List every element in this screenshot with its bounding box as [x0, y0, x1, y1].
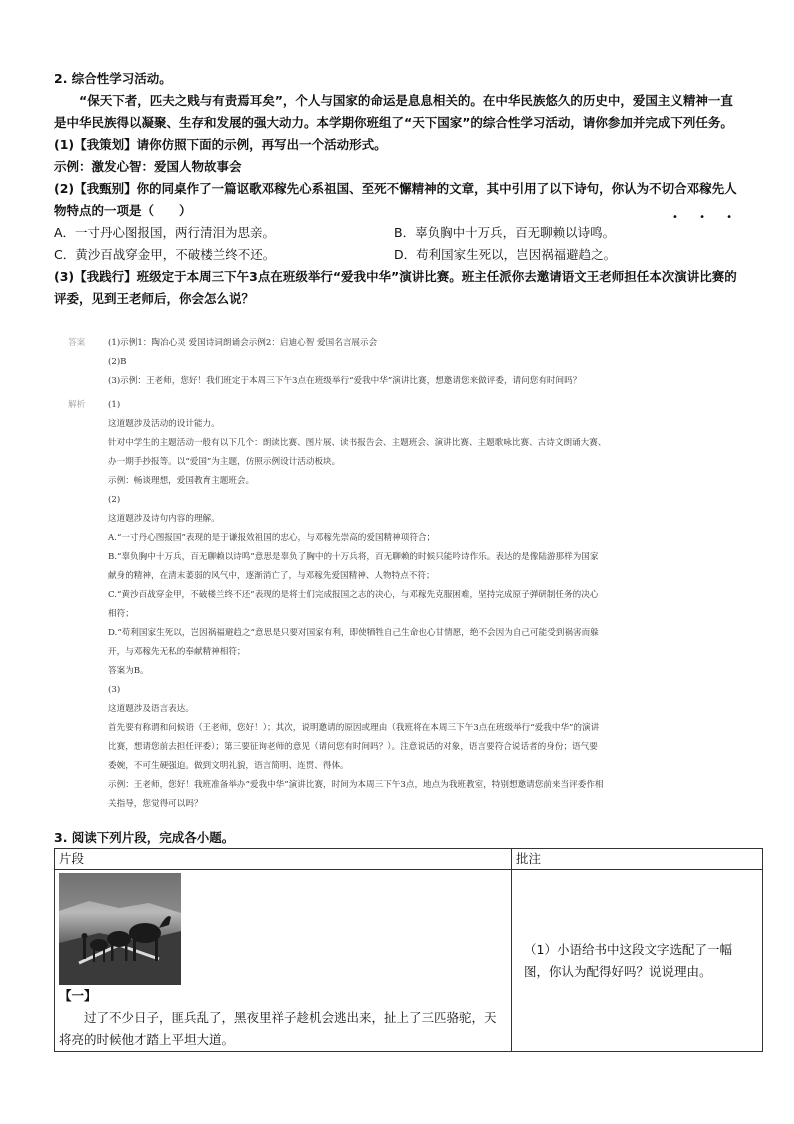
analysis-line: 示例：畅谈理想，爱国教育主题班会。 — [108, 476, 255, 486]
col-header-note: 批注 — [512, 849, 763, 870]
note-text: （1）小语给书中这段文字选配了一幅图，你认为配得好吗？说说理由。 — [524, 941, 732, 979]
col-header-fragment: 片段 — [55, 849, 512, 870]
answer-line: (1)示例1：陶冶心灵 爱国诗词朗诵会示例2：启迪心智 爱国名言展示会 — [108, 338, 378, 348]
analysis-line: D.“苟利国家生死以，岂因祸福避趋之”意思是只要对国家有利，即使牺牲自己生命也心甘情愿，绝不会因为自己可能受到祸害而躲 — [108, 628, 599, 638]
analysis-line: A.“一寸丹心图报国”表现的是于谦报效祖国的忠心，与邓稼先崇高的爱国精神项符合； — [108, 533, 436, 543]
q2-intro: “保天下者，匹夫之贱与有责焉耳矣”，个人与国家的命运是息息相关的。在中华民族悠久的历史中，爱国主义精神一直是中华民族得以凝聚、生存和发展的强大动力。本学期你班组了“天下国家”的综合性学习活动，请你参加并完成下列任务。 — [54, 93, 733, 130]
analysis-line: 这道题涉及诗句内容的理解。 — [108, 514, 220, 524]
analysis-line: 关指导，您觉得可以吗？ — [108, 799, 203, 809]
analysis-line: 相符； — [108, 609, 134, 619]
fragment-cell — [55, 870, 512, 1052]
emphasis-dots: • • • — [672, 212, 742, 223]
q2-sub1: (1)【我策划】请你仿照下面的示例，再写出一个活动形式。 — [54, 137, 387, 152]
analysis-line: (1) — [108, 400, 121, 410]
analysis-line: (2) — [108, 495, 121, 505]
answer-line: (3)示例：王老师，您好！我们班定于本周三下午3点在班级举行“爱我中华”演讲比赛，想邀请您来做评委，请问您有时间吗？ — [108, 376, 582, 386]
analysis-line: 这道题涉及语言表达。 — [108, 704, 194, 714]
question-2 — [54, 68, 744, 310]
analysis-line: 针对中学生的主题活动一般有以下几个：朗读比赛、图片展、读书报告会、主题班会、演讲比赛、主题歌咏比赛、古诗文朗诵大赛、 — [108, 438, 607, 448]
fragment-text: 过了不少日子，匪兵乱了，黑夜里祥子趁机会逃出来，扯上了三匹骆驼，天将亮的时候他才踏上平坦大道。 — [59, 1010, 497, 1047]
q2-sub2-text: (2)【我甄别】你的同桌作了一篇讴歌邓稼先心系祖国、至死不懈精神的文章，其中引用了以下诗句，你认为不切合邓稼先人物特点的一项是（ ） — [54, 181, 737, 218]
options-row-1 — [54, 222, 744, 244]
analysis-line: 开，与邓稼先无私的奉献精神相符； — [108, 647, 246, 657]
camel-illustration-icon — [59, 873, 181, 985]
q3-title: 3. 阅读下列片段，完成各小题。 — [54, 830, 235, 845]
analysis-label: 解析 — [68, 400, 86, 410]
analysis-line: 委婉，不可生硬强迫。做到文明礼貌，语言简明、连贯、得体。 — [108, 761, 349, 771]
analysis-line: (3) — [108, 685, 121, 695]
option-c: C．黄沙百战穿金甲，不破楼兰终不还。 — [54, 247, 276, 262]
fragment-label: 【一】 — [59, 988, 97, 1003]
analysis-line: 献身的精神，在清末萎弱的风气中，逐渐消亡了，与邓稼先爱国精神、人物特点不符； — [108, 571, 435, 581]
answer-line: (2)B — [108, 357, 127, 367]
analysis-line: 答案为B。 — [108, 666, 149, 676]
option-a: A．一寸丹心图报国，两行清泪为思亲。 — [54, 225, 276, 240]
analysis-line: B.“辜负胸中十万兵，百无聊赖以诗鸣”意思是辜负了胸中的十万兵将，百无聊赖的时候只能吟诗作乐。表达的是像陆游那样为国家 — [108, 552, 599, 562]
analysis-line: 办一期手抄报等。以“爱国”为主题，仿照示例设计活动板块。 — [108, 457, 341, 467]
analysis-block — [68, 396, 728, 814]
note-cell — [512, 870, 763, 1052]
analysis-line: 比赛，想请您前去担任评委）；第三要征询老师的意见（请问您有时间吗？）。注意说话的对象，语言要符合说话者的身份；语气要 — [108, 742, 598, 752]
answer-block — [68, 334, 728, 391]
answer-label: 答案 — [68, 338, 86, 348]
option-b: B．辜负胸中十万兵，百无聊赖以诗鸣。 — [394, 225, 616, 240]
q2-sub3: (3)【我践行】班级定于本周三下午3点在班级举行“爱我中华”演讲比赛。班主任派你去邀请语文王老师担任本次演讲比赛的评委，见到王老师后，你会怎么说？ — [54, 269, 737, 306]
analysis-line: 首先要有称谓和问候语（王老师，您好！）；其次，说明邀请的原因或理由（我班将在本周三下午3点在班级举行“爱我中华”的演讲 — [108, 723, 600, 733]
option-d: D．苟利国家生死以，岂因祸福避趋之。 — [394, 247, 617, 262]
analysis-line: C.“黄沙百战穿金甲，不破楼兰终不还”表现的是将士们完成报国之志的决心，与邓稼先克服困难，坚持完成原子弹研制任务的决心 — [108, 590, 599, 600]
analysis-line: 这道题涉及活动的设计能力。 — [108, 419, 220, 429]
options-row-2 — [54, 244, 744, 266]
fragment-table — [54, 848, 763, 1052]
q2-title: 2. 综合性学习活动。 — [54, 71, 172, 86]
q2-sub2 — [54, 178, 744, 222]
analysis-line: 示例：王老师，您好！我班准备举办“爱我中华”演讲比赛，时间为本周三下午3点，地点为我班教室，特别想邀请您前来当评委作相 — [108, 780, 604, 790]
q2-example: 示例：激发心智：爱国人物故事会 — [54, 159, 242, 174]
